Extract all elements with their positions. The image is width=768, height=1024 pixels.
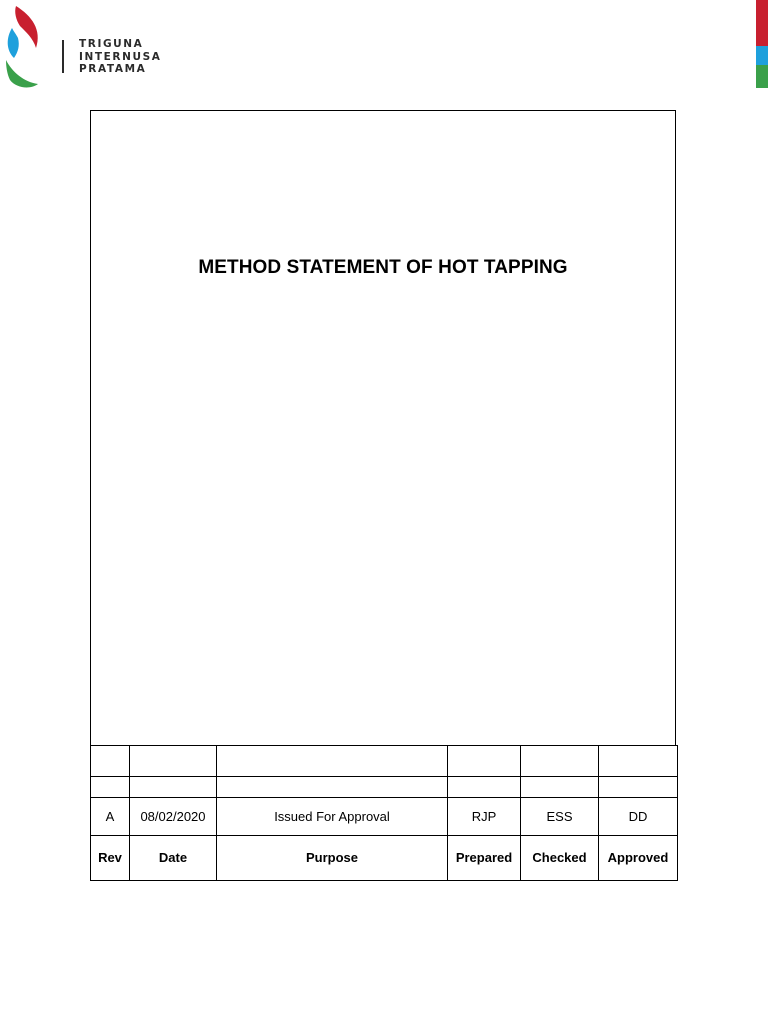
table-row	[91, 746, 678, 777]
approved-cell	[599, 777, 678, 798]
brand-color-stripes	[756, 0, 768, 88]
purpose-header: Purpose	[217, 836, 448, 881]
prepared-cell: RJP	[448, 798, 521, 836]
document-title: METHOD STATEMENT OF HOT TAPPING	[198, 257, 568, 278]
table-row	[91, 777, 678, 798]
company-name-line: PRATAMA	[79, 63, 147, 75]
approved-header: Approved	[599, 836, 678, 881]
purpose-cell: Issued For Approval	[217, 798, 448, 836]
approved-cell	[599, 746, 678, 777]
purpose-cell	[217, 777, 448, 798]
rev-cell	[91, 746, 130, 777]
cover-frame	[90, 110, 676, 745]
rev-cell: A	[91, 798, 130, 836]
company-name-line: INTERNUSA	[79, 50, 162, 63]
logo-divider	[62, 40, 64, 73]
date-cell: 08/02/2020	[130, 798, 217, 836]
checked-cell	[521, 746, 599, 777]
table-row	[91, 798, 678, 836]
green-stripe	[756, 65, 768, 88]
rev-header: Rev	[91, 836, 130, 881]
prepared-cell	[448, 777, 521, 798]
rev-cell	[91, 777, 130, 798]
revision-table	[90, 745, 678, 881]
company-name-line: TRIGUNA	[79, 38, 144, 50]
company-logo	[0, 0, 190, 100]
purpose-cell	[217, 746, 448, 777]
checked-header: Checked	[521, 836, 599, 881]
blue-stripe	[756, 46, 768, 65]
date-cell	[130, 746, 217, 777]
flame-drop-logo-icon	[2, 2, 46, 92]
date-cell	[130, 777, 217, 798]
checked-cell	[521, 777, 599, 798]
date-header: Date	[130, 836, 217, 881]
checked-cell: ESS	[521, 798, 599, 836]
approved-cell: DD	[599, 798, 678, 836]
prepared-header: Prepared	[448, 836, 521, 881]
company-name	[79, 38, 162, 76]
red-stripe	[756, 0, 768, 46]
prepared-cell	[448, 746, 521, 777]
table-header-row	[91, 836, 678, 881]
